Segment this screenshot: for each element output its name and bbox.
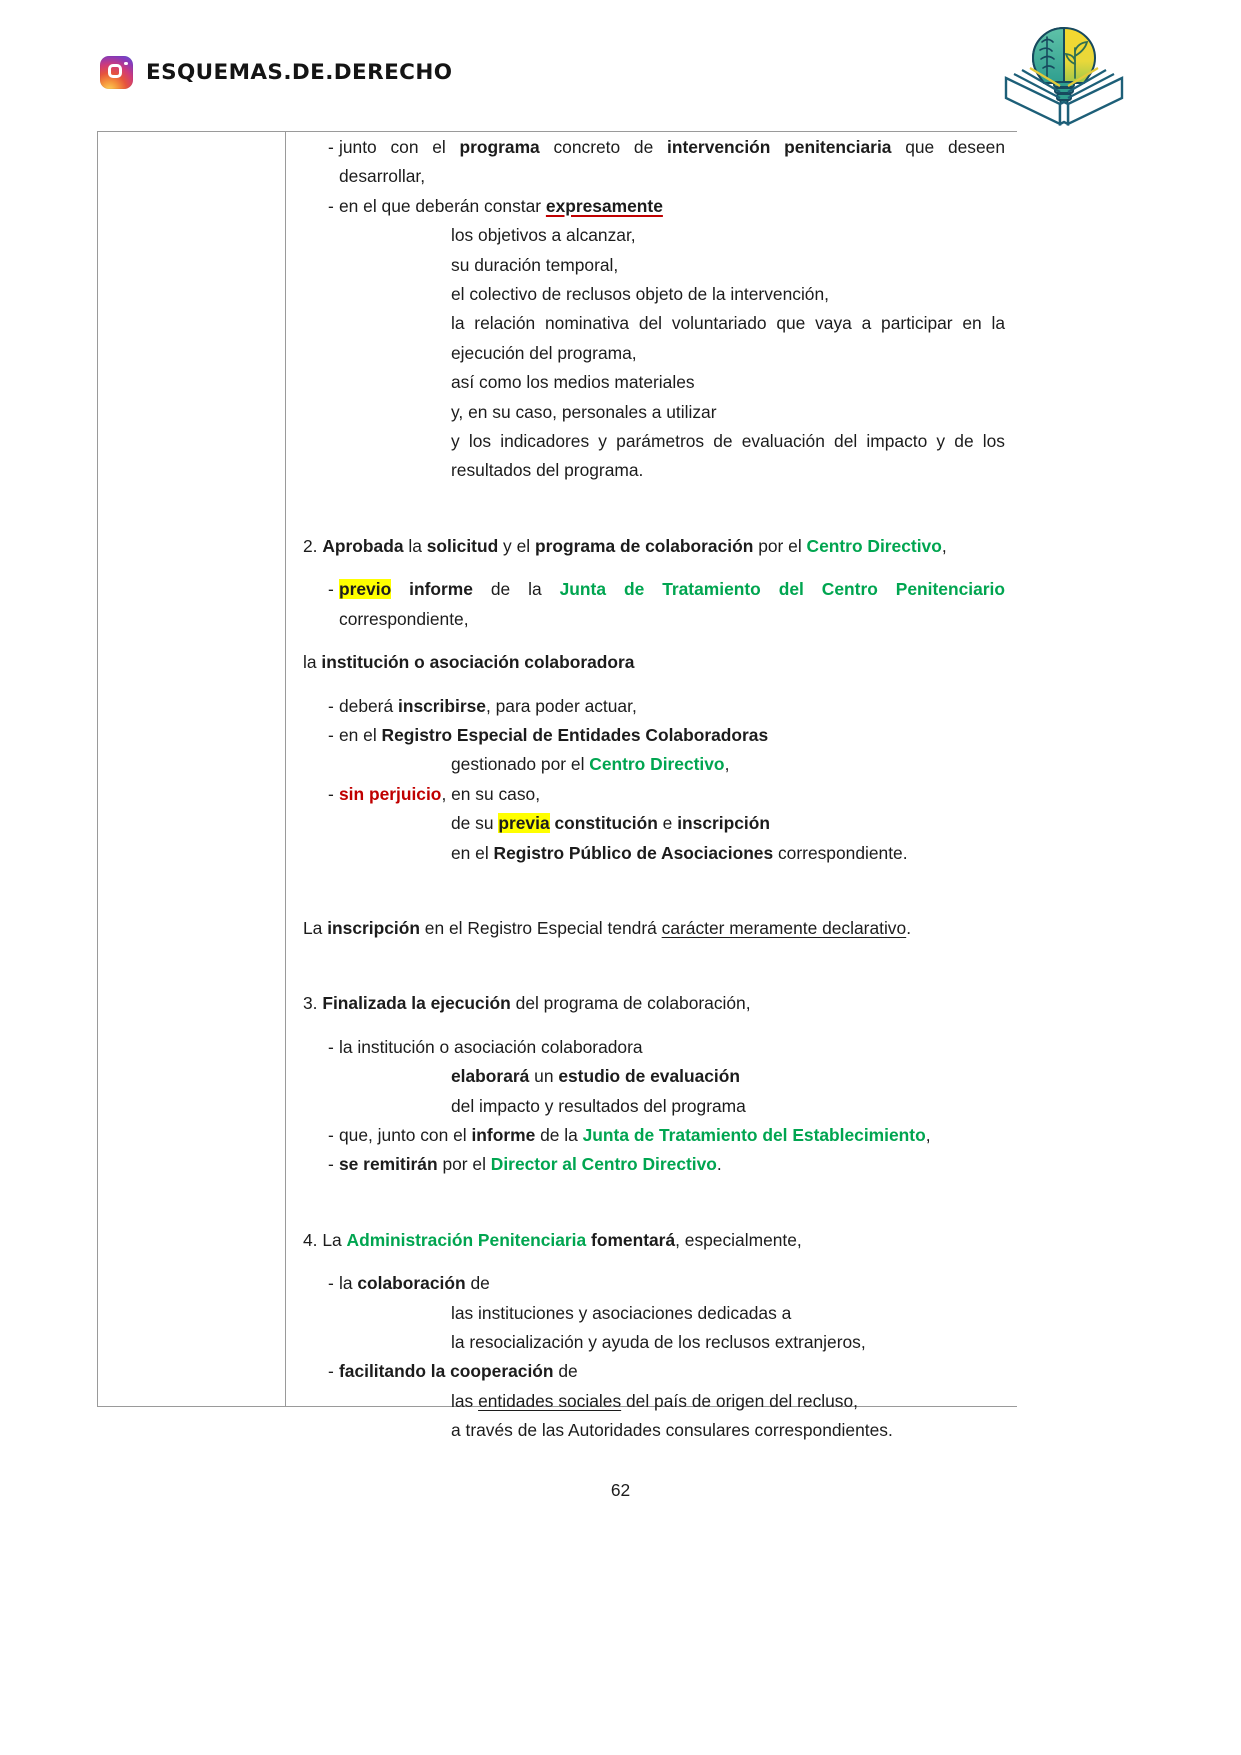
list-item-dash (303, 1269, 1005, 1298)
left-outer-divider (97, 131, 98, 1407)
square-bullet (303, 1092, 421, 1110)
list-item-square (303, 221, 1005, 250)
section-2-heading: 2. Aprobada la solicitud y el programa de colaboración por el Centro Directivo, (303, 535, 947, 556)
list-item-text: así como los medios materiales (451, 372, 695, 393)
list-item-text: gestionado por el Centro Directivo, (451, 754, 730, 775)
dash-bullet: - (328, 1273, 334, 1294)
list-item-dash (303, 1150, 1005, 1179)
section-3-heading: 3. Finalizada la ejecución del programa de colaboración, (303, 993, 751, 1014)
brand (100, 56, 452, 89)
square-bullet (303, 1299, 421, 1317)
list-item-square (303, 839, 1005, 868)
brand-handle: ESQUEMAS.DE.DERECHO (146, 60, 453, 85)
underline-entidades-sociales: entidades sociales (478, 1390, 622, 1411)
square-bullet (303, 427, 421, 445)
list-item-dash (303, 192, 1005, 221)
list-item-square (303, 1092, 1005, 1121)
dash-bullet: - (328, 1154, 334, 1175)
list-item-dash (303, 1357, 1005, 1386)
paragraph-inscripcion: La inscripción en el Registro Especial tendrá carácter meramente declarativo. (303, 917, 912, 938)
list-item-square (303, 1299, 1005, 1328)
square-bullet (303, 221, 421, 239)
list-item-text: la resocialización y ayuda de los reclusos extranjeros, (451, 1332, 866, 1352)
square-bullet (303, 398, 421, 416)
list-item-text: sin perjuicio, en su caso, (339, 783, 541, 804)
list-item-text: junto con el programa concreto de intervención penitenciaria que deseen desarrollar, (339, 137, 1006, 187)
list-item-text: las instituciones y asociaciones dedicadas a (451, 1302, 792, 1323)
list-item-text: elaborará un estudio de evaluación (451, 1066, 741, 1087)
list-item-text: en el Registro Público de Asociaciones correspondiente. (451, 842, 908, 863)
square-bullet (303, 839, 421, 857)
list-item-text: su duración temporal, (451, 254, 619, 275)
list-item-dash (303, 780, 1005, 809)
dash-bullet: - (328, 1124, 334, 1145)
dash-bullet: - (328, 195, 334, 216)
list-item-square (303, 280, 1005, 309)
page-header (0, 0, 1241, 130)
instagram-icon (100, 56, 133, 89)
left-inner-divider (285, 131, 286, 1407)
list-item-square (303, 1416, 1005, 1445)
section-4-heading: 4. La Administración Penitenciaria fomentará, especialmente, (303, 1229, 802, 1250)
list-item-square (303, 251, 1005, 280)
page-number: 62 (610, 1480, 631, 1500)
list-item-text: el colectivo de reclusos objeto de la intervención, (451, 284, 829, 305)
dash-bullet: - (328, 137, 334, 157)
list-item-text: facilitando la cooperación de (339, 1361, 578, 1382)
emphasis-sin-perjuicio: sin perjuicio (339, 783, 442, 804)
list-item-square (303, 1062, 1005, 1091)
list-item-square (303, 809, 1005, 838)
list-item-text: la relación nominativa del voluntariado que vaya a participar en la ejecución del programa, (451, 313, 1005, 363)
emphasis-expresamente: expresamente (545, 195, 663, 216)
list-item-text: la colaboración de (339, 1273, 490, 1294)
list-item-text: de su previa constitución e inscripción (451, 813, 770, 834)
square-bullet (303, 309, 421, 327)
list-item-square (303, 368, 1005, 397)
lead-in-institucion: la institución o asociación colaboradora (303, 652, 635, 673)
dash-bullet: - (328, 579, 334, 600)
list-item-text: previo informe de la Junta de Tratamiento del Centro Penitenciario correspondiente, (339, 579, 1005, 629)
list-item-text: y, en su caso, personales a utilizar (451, 401, 717, 422)
brain-lightbulb-book-logo (1000, 18, 1128, 126)
list-item-square (303, 1387, 1005, 1416)
dash-bullet: - (328, 724, 334, 745)
square-bullet (303, 251, 421, 269)
list-item-dash (303, 692, 1005, 721)
highlight-previa: previa (498, 813, 550, 834)
square-bullet (303, 368, 421, 386)
underline-caracter-declarativo: carácter meramente declarativo (661, 917, 907, 938)
square-bullet (303, 1328, 421, 1346)
list-item-text: se remitirán por el Director al Centro Directivo. (339, 1154, 722, 1175)
list-item-text: deberá inscribirse, para poder actuar, (339, 695, 637, 716)
list-item-square (303, 309, 1005, 368)
list-item-square (303, 427, 1005, 486)
list-item-text: y los indicadores y parámetros de evaluación del impacto y de los resultados del programa. (451, 431, 1005, 481)
list-item-text: en el Registro Especial de Entidades Colaboradoras (339, 724, 769, 745)
list-item-text: las entidades sociales del país de origen del recluso, (451, 1390, 859, 1411)
square-bullet (303, 809, 421, 827)
list-item-square (303, 398, 1005, 427)
list-item-text: la institución o asociación colaboradora (339, 1036, 643, 1057)
list-item-dash (303, 1121, 1005, 1150)
dash-bullet: - (328, 1361, 334, 1382)
dash-bullet: - (328, 1036, 334, 1057)
list-item-dash (303, 575, 1005, 634)
square-bullet (303, 1062, 421, 1080)
list-item-text: que, junto con el informe de la Junta de Tratamiento del Establecimiento, (339, 1124, 931, 1145)
list-item-text: a través de las Autoridades consulares correspondientes. (451, 1420, 893, 1441)
square-bullet (303, 1416, 421, 1434)
top-divider (97, 131, 1017, 132)
list-item-square (303, 1328, 1005, 1357)
square-bullet (303, 280, 421, 298)
list-item-dash (303, 721, 1005, 750)
square-bullet (303, 750, 421, 768)
dash-bullet: - (328, 695, 334, 716)
list-item-text: los objetivos a alcanzar, (451, 225, 636, 246)
document-body (303, 133, 1005, 1446)
highlight-previo: previo (339, 579, 392, 600)
dash-bullet: - (328, 783, 334, 804)
list-item-square (303, 750, 1005, 779)
list-item-dash (303, 1033, 1005, 1062)
list-item-dash (303, 133, 1005, 192)
square-bullet (303, 1387, 421, 1405)
list-item-text: del impacto y resultados del programa (451, 1095, 746, 1116)
list-item-text: en el que deberán constar expresamente (339, 195, 663, 216)
